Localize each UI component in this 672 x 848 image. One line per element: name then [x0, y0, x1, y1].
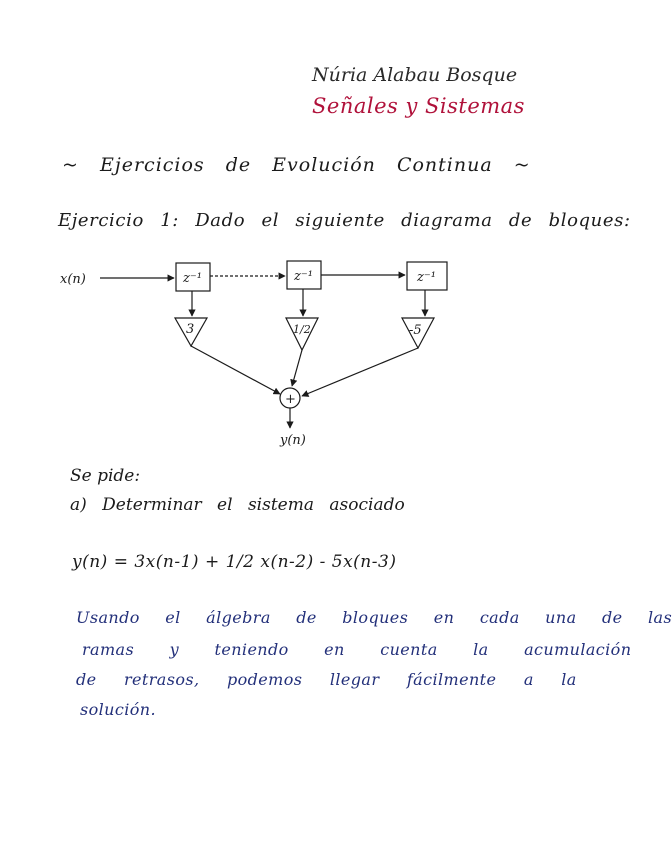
delay-label-1: z⁻¹ — [183, 271, 202, 286]
branch-1 — [191, 346, 280, 394]
questions-heading: Se pide: — [70, 466, 141, 486]
answer-line-1: Usando el álgebra de bloques en cada una de las — [76, 608, 672, 627]
question-part-a: a) Determinar el sistema asociado — [70, 495, 405, 515]
gain-label-1: 3 — [186, 322, 195, 337]
adder-symbol: + — [285, 392, 296, 407]
solution-formula: y(n) = 3x(n-1) + 1/2 x(n-2) - 5x(n-3) — [72, 552, 397, 572]
gain-label-2: 1/2 — [293, 323, 311, 336]
output-label: y(n) — [280, 433, 306, 448]
exercise-statement: Ejercicio 1: Dado el siguiente diagrama de bloques: — [58, 210, 631, 231]
input-label: x(n) — [60, 272, 86, 287]
answer-line-4: solución. — [80, 700, 156, 719]
delay-label-3: z⁻¹ — [417, 270, 436, 285]
answer-line-3: de retrasos, podemos llegar fácilmente a la — [76, 670, 577, 689]
branch-3 — [302, 348, 418, 396]
gain-label-3: -5 — [409, 323, 422, 338]
subject-title: Señales y Sistemas — [312, 94, 525, 118]
answer-line-2: ramas y teniendo en cuenta la acumulación — [82, 640, 632, 659]
author-name: Núria Alabau Bosque — [312, 64, 518, 86]
section-title: ~ Ejercicios de Evolución Continua ~ — [62, 154, 531, 176]
delay-label-2: z⁻¹ — [294, 269, 313, 284]
branch-2 — [292, 350, 302, 386]
